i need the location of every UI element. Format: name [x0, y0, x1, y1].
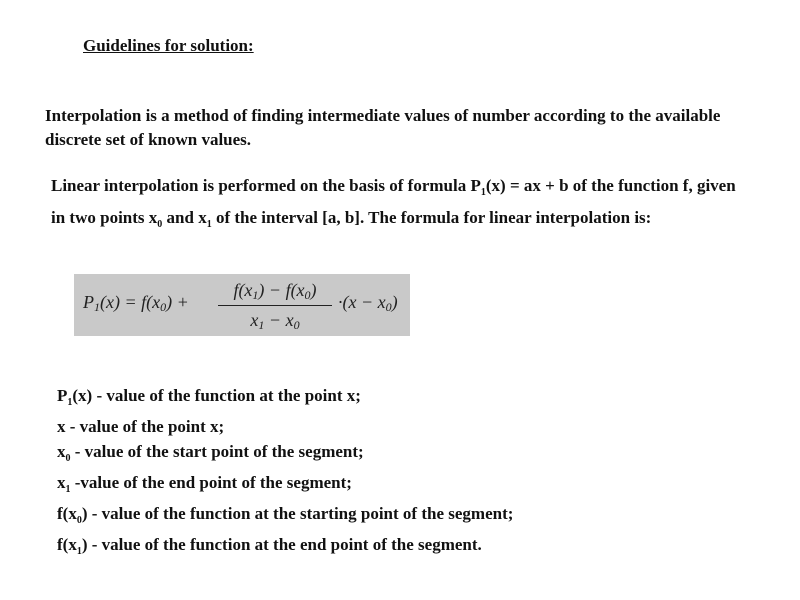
fraction-bar [218, 305, 332, 306]
linear-interpolation-formula [74, 274, 410, 336]
linear-interpolation-paragraph: Linear interpolation is performed on the basis of formula $P_1(x)$ = ax + b of the function f, given in two points $x_0$ and $x_1$ of the interval [a, b]. The formula for linear interpolation is: [51, 176, 736, 230]
guidelines-heading: Guidelines for solution: [83, 36, 254, 55]
definition-x: x - value of the point x; [57, 417, 225, 437]
definition-x0: $x_0$ - value of the start point of the segment; [57, 441, 364, 464]
formula-fraction [214, 278, 336, 332]
definition-fx0: $f(x_0)$ - value of the function at the starting point of the segment; [57, 504, 514, 527]
formula-right-side: $\cdot(x - x_0)$ [338, 292, 398, 314]
definition-fx1: $f(x_1)$ - value of the function at the end point of the segment. [57, 535, 482, 558]
definition-p1: $P_1(x)$ - value of the function at the point x; [57, 386, 361, 408]
interpolation-definition: Interpolation is a method of finding intermediate values of number according to the available discrete set of known values. [45, 106, 721, 149]
formula-left-side: $P_1(x) = f(x_0)$ + [83, 292, 189, 314]
variable-definitions [57, 384, 757, 565]
formula-numerator: $f(x_1) - f(x_0)$ [233, 280, 317, 302]
formula-denominator: $x_1 - x_0$ [250, 310, 300, 332]
definition-x1: $x_1$ -value of the end point of the segment; [57, 472, 352, 495]
